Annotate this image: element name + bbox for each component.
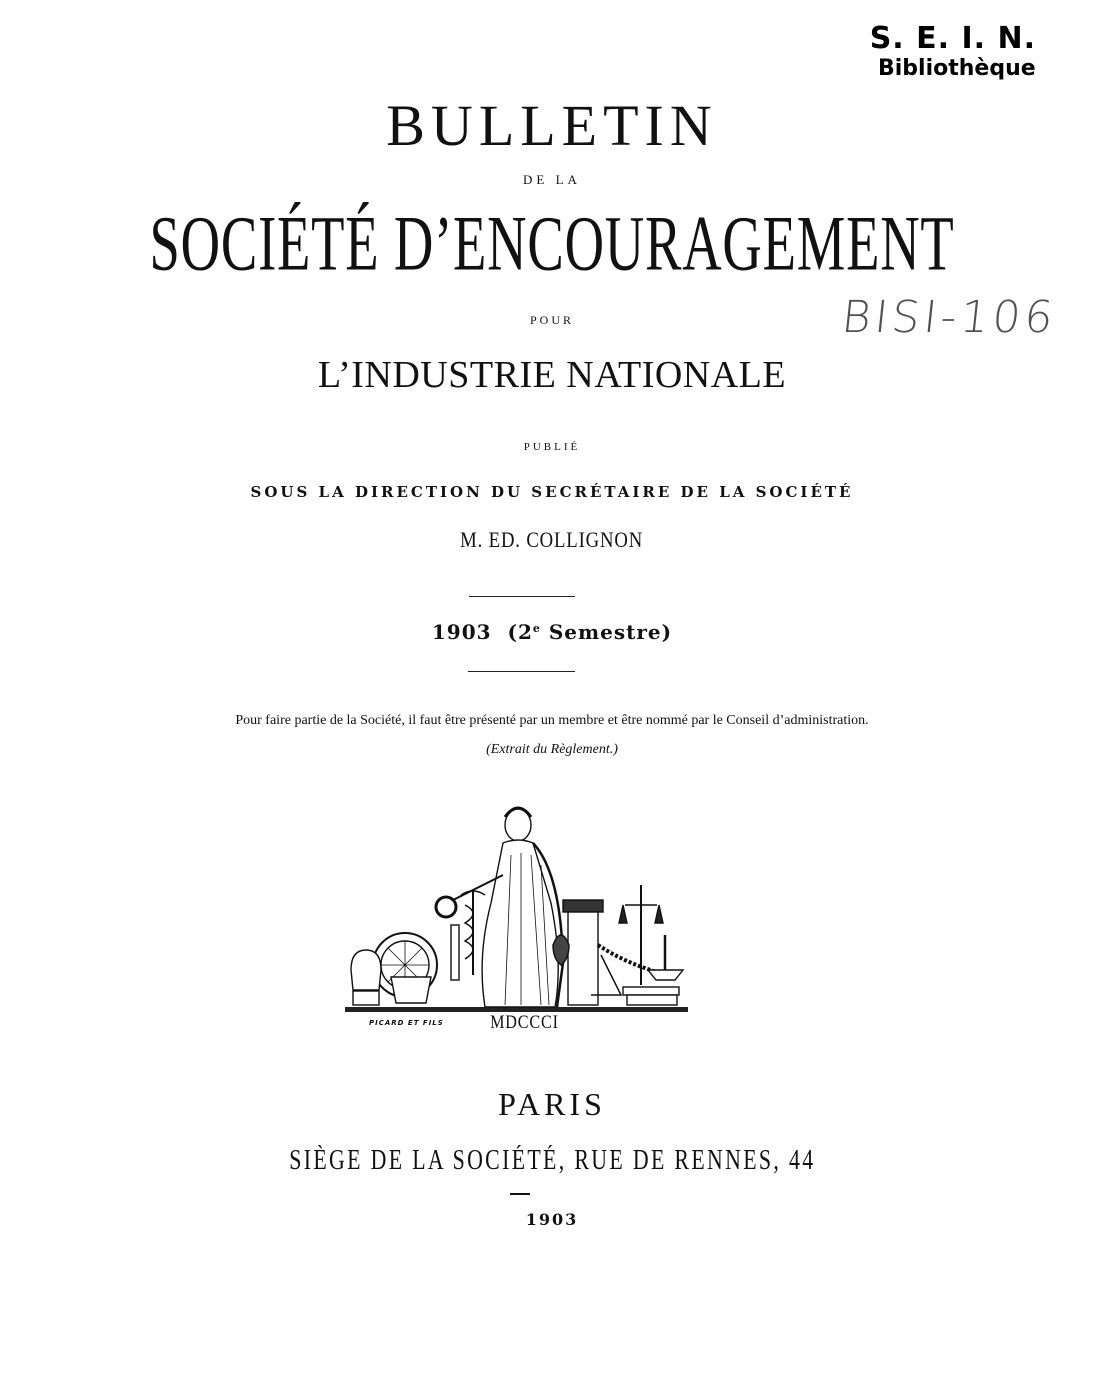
engraver-signature: PICARD ET FILS	[369, 1019, 444, 1027]
imprint-address	[0, 1145, 1104, 1177]
library-stamp	[870, 22, 1036, 82]
divider-top	[469, 596, 575, 597]
title-pour: POUR	[529, 313, 574, 327]
stamp-line-1: S. E. I. N.	[869, 21, 1036, 56]
title-industrie: L’INDUSTRIE NATIONALE	[317, 354, 787, 396]
vignette-date-text: MDCCCI	[490, 1012, 559, 1033]
volume-semester: 1903 (2e Semestre)	[431, 620, 673, 644]
stamp-line-2: Bibliothèque	[878, 56, 1036, 81]
vignette-date	[484, 1012, 565, 1034]
editor-name-text: M. ED. COLLIGNON	[460, 527, 644, 552]
semester-sup: e	[532, 622, 541, 635]
publie-label: PUBLIÉ	[523, 441, 581, 453]
semester-label: Semestre	[548, 620, 662, 644]
handwritten-shelfmark: BISI-106	[839, 292, 1060, 343]
membership-note: Pour faire partie de la Société, il faut être présenté par un membre et être nommé par le Conseil d’administration.	[235, 713, 869, 728]
title-de-la: DE LA	[523, 172, 581, 187]
direction-line: SOUS LA DIRECTION DU SECRÉTAIRE DE LA SOCIÉTÉ	[250, 483, 854, 501]
imprint-city: PARIS	[498, 1086, 606, 1122]
semester-number: 2	[517, 620, 533, 644]
title-societe	[0, 201, 1104, 288]
editor-name	[0, 527, 1104, 553]
imprint-dash	[510, 1193, 530, 1195]
imprint-year: 1903	[525, 1210, 579, 1229]
allegorical-vignette-image	[343, 795, 693, 1025]
membership-note-source: (Extrait du Règlement.)	[486, 742, 618, 757]
volume-year: 1903	[431, 620, 492, 644]
title-bulletin: BULLETIN	[386, 93, 718, 158]
divider-bottom	[468, 671, 575, 672]
title-societe-text: SOCIÉTÉ D’ENCOURAGEMENT	[149, 201, 955, 288]
imprint-address-text: SIÈGE DE LA SOCIÉTÉ, RUE DE RENNES, 44	[288, 1145, 816, 1176]
